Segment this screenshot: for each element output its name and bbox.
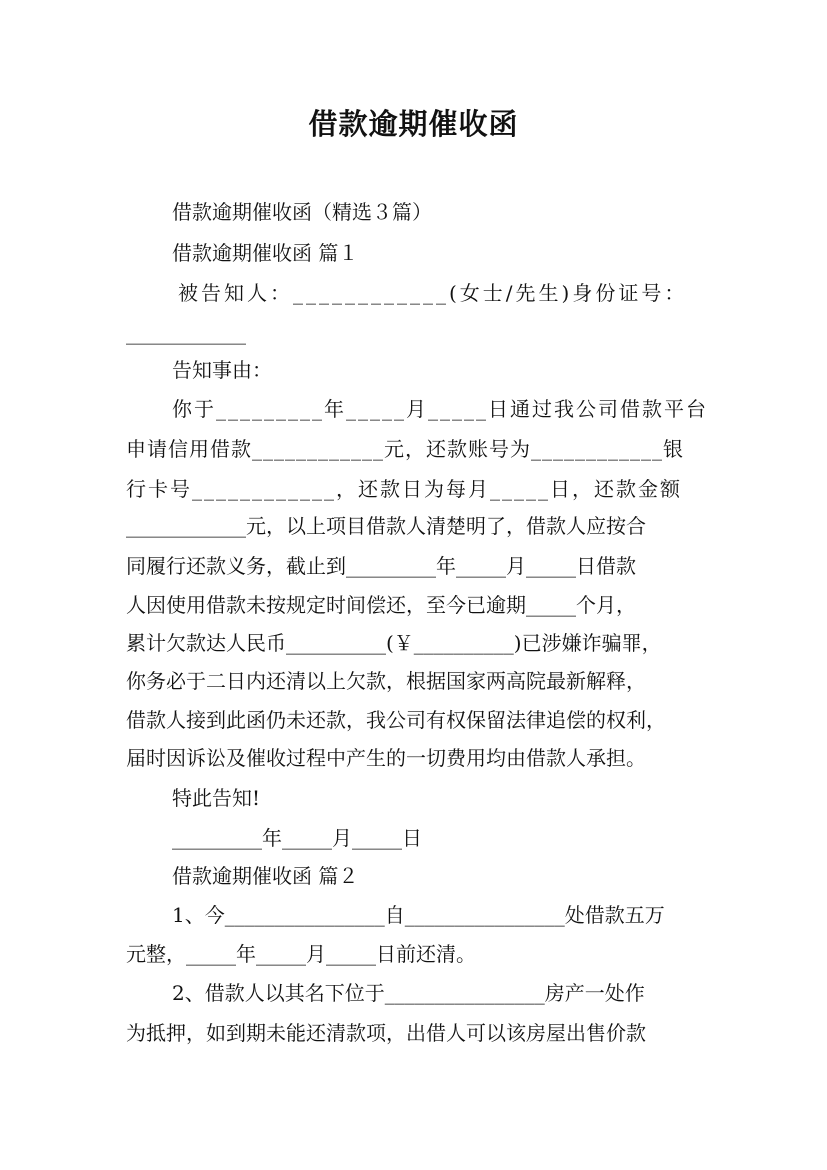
body-paragraph-line: 申请信用借款____________元，还款账号为____________银 — [126, 437, 684, 461]
notice-reason-label: 告知事由： — [172, 358, 272, 382]
document-title: 借款逾期催收函 — [308, 107, 519, 141]
clause-line: 元整，_____年_____月_____日前还清。 — [126, 942, 476, 966]
body-paragraph-line: 累计欠款达人民币__________(￥__________)已涉嫌诈骗罪， — [126, 631, 662, 655]
clause-line: 2、借款人以其名下位于________________房产一处作 — [172, 981, 645, 1005]
subtitle-selection: 借款逾期催收函（精选３篇） — [172, 200, 432, 224]
section-heading-2: 借款逾期催收函 篇２ — [172, 864, 359, 888]
body-paragraph-line: 你于_________年_____月_____日通过我公司借款平台 — [172, 397, 708, 421]
body-paragraph-line: 行卡号____________，还款日为每月_____日，还款金额 — [126, 477, 682, 501]
body-paragraph-line: 借款人接到此函仍未还款，我公司有权保留法律追偿的权利， — [126, 708, 666, 732]
closing-statement: 特此告知! — [172, 786, 261, 810]
body-paragraph-line: 届时因诉讼及催收过程中产生的一切费用均由借款人承担。 — [126, 746, 646, 770]
body-paragraph-line: 人因使用借款未按规定时间偿还，至今已逾期_____个月， — [126, 593, 636, 617]
clause-line: 1、今________________自________________处借款五万 — [172, 903, 665, 927]
id-number-blank: ____________ — [126, 321, 246, 345]
body-paragraph-line: ____________元，以上项目借款人清楚明了，借款人应按合 — [126, 514, 646, 538]
section-heading-1: 借款逾期催收函 篇１ — [172, 241, 359, 265]
date-blank-line: _________年_____月_____日 — [172, 826, 422, 850]
clause-line: 为抵押，如到期未能还清款项，出借人可以该房屋出售价款 — [126, 1021, 646, 1045]
body-paragraph-line: 同履行还款义务，截止到_________年_____月_____日借款 — [126, 554, 636, 578]
body-paragraph-line: 你务必于二日内还清以上欠款，根据国家两高院最新解释， — [126, 669, 646, 693]
notified-person-line: 被告知人：____________(女士/先生)身份证号： — [178, 281, 688, 305]
